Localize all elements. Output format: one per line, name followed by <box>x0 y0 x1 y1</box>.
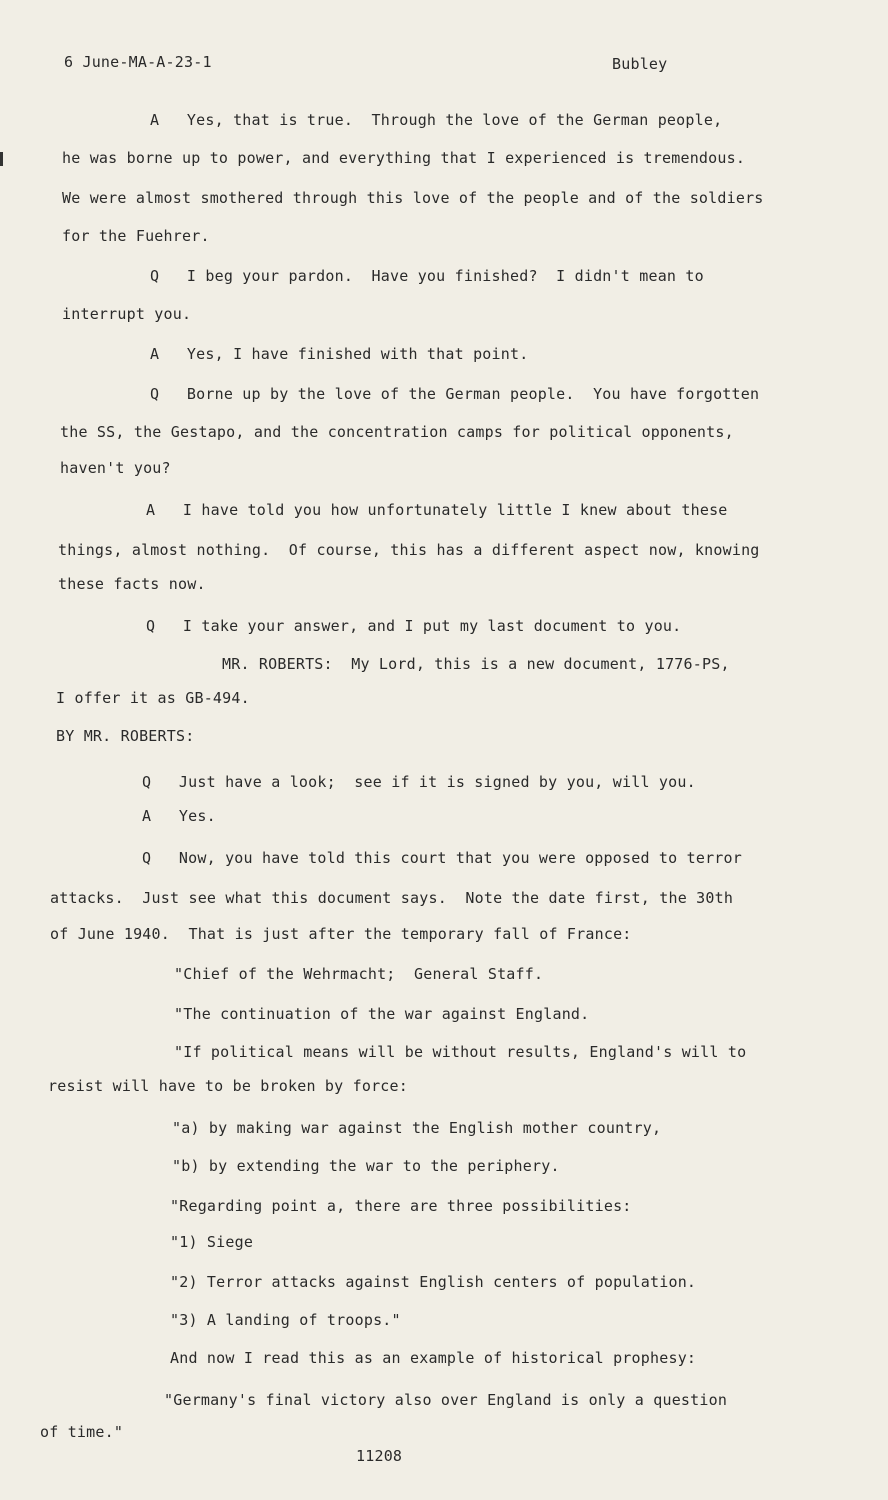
header-witness-name: Bubley <box>612 55 668 73</box>
body-line: interrupt you. <box>62 305 192 323</box>
body-line: MR. ROBERTS: My Lord, this is a new document, 1776-PS, <box>222 655 730 673</box>
body-line: A I have told you how unfortunately little I knew about these <box>146 501 728 519</box>
quote-line: "Chief of the Wehrmacht; General Staff. <box>174 965 544 983</box>
body-line: attacks. Just see what this document says. Note the date first, the 30th <box>50 889 734 907</box>
header-reference: 6 June-MA-A-23-1 <box>64 53 212 71</box>
quote-line: "1) Siege <box>170 1233 254 1251</box>
body-line: these facts now. <box>58 575 206 593</box>
body-line: the SS, the Gestapo, and the concentration camps for political opponents, <box>60 423 734 441</box>
body-line: A Yes, that is true. Through the love of the German people, <box>150 111 723 129</box>
body-line: And now I read this as an example of historical prophesy: <box>170 1349 697 1367</box>
body-line: We were almost smothered through this love of the people and of the soldiers <box>62 189 764 207</box>
quote-line: "b) by extending the war to the periphery. <box>172 1157 560 1175</box>
quote-line: "Germany's final victory also over England is only a question <box>164 1391 728 1409</box>
body-line: haven't you? <box>60 459 171 477</box>
quote-line: "Regarding point a, there are three possibilities: <box>170 1197 632 1215</box>
body-line: Q Now, you have told this court that you were opposed to terror <box>142 849 742 867</box>
body-line: A Yes, I have finished with that point. <box>150 345 529 363</box>
quote-line: "a) by making war against the English mother country, <box>172 1119 662 1137</box>
body-line: Q I beg your pardon. Have you finished? I didn't mean to <box>150 267 704 285</box>
body-line: things, almost nothing. Of course, this has a different aspect now, knowing <box>58 541 760 559</box>
margin-mark <box>0 152 3 166</box>
body-line: I offer it as GB-494. <box>56 689 250 707</box>
body-line: of June 1940. That is just after the temporary fall of France: <box>50 925 632 943</box>
quote-line: of time." <box>40 1423 124 1441</box>
page-number: 11208 <box>356 1447 403 1465</box>
body-line: A Yes. <box>142 807 216 825</box>
body-line: BY MR. ROBERTS: <box>56 727 195 745</box>
body-line: Q Just have a look; see if it is signed by you, will you. <box>142 773 696 791</box>
body-line: for the Fuehrer. <box>62 227 210 245</box>
body-line: he was borne up to power, and everything that I experienced is tremendous. <box>62 149 746 167</box>
quote-line: "3) A landing of troops." <box>170 1311 401 1329</box>
quote-line: "If political means will be without results, England's will to <box>174 1043 747 1061</box>
quote-line: "2) Terror attacks against English centers of population. <box>170 1273 697 1291</box>
quote-line: "The continuation of the war against England. <box>174 1005 590 1023</box>
quote-line: resist will have to be broken by force: <box>48 1077 408 1095</box>
body-line: Q I take your answer, and I put my last document to you. <box>146 617 682 635</box>
body-line: Q Borne up by the love of the German people. You have forgotten <box>150 385 760 403</box>
